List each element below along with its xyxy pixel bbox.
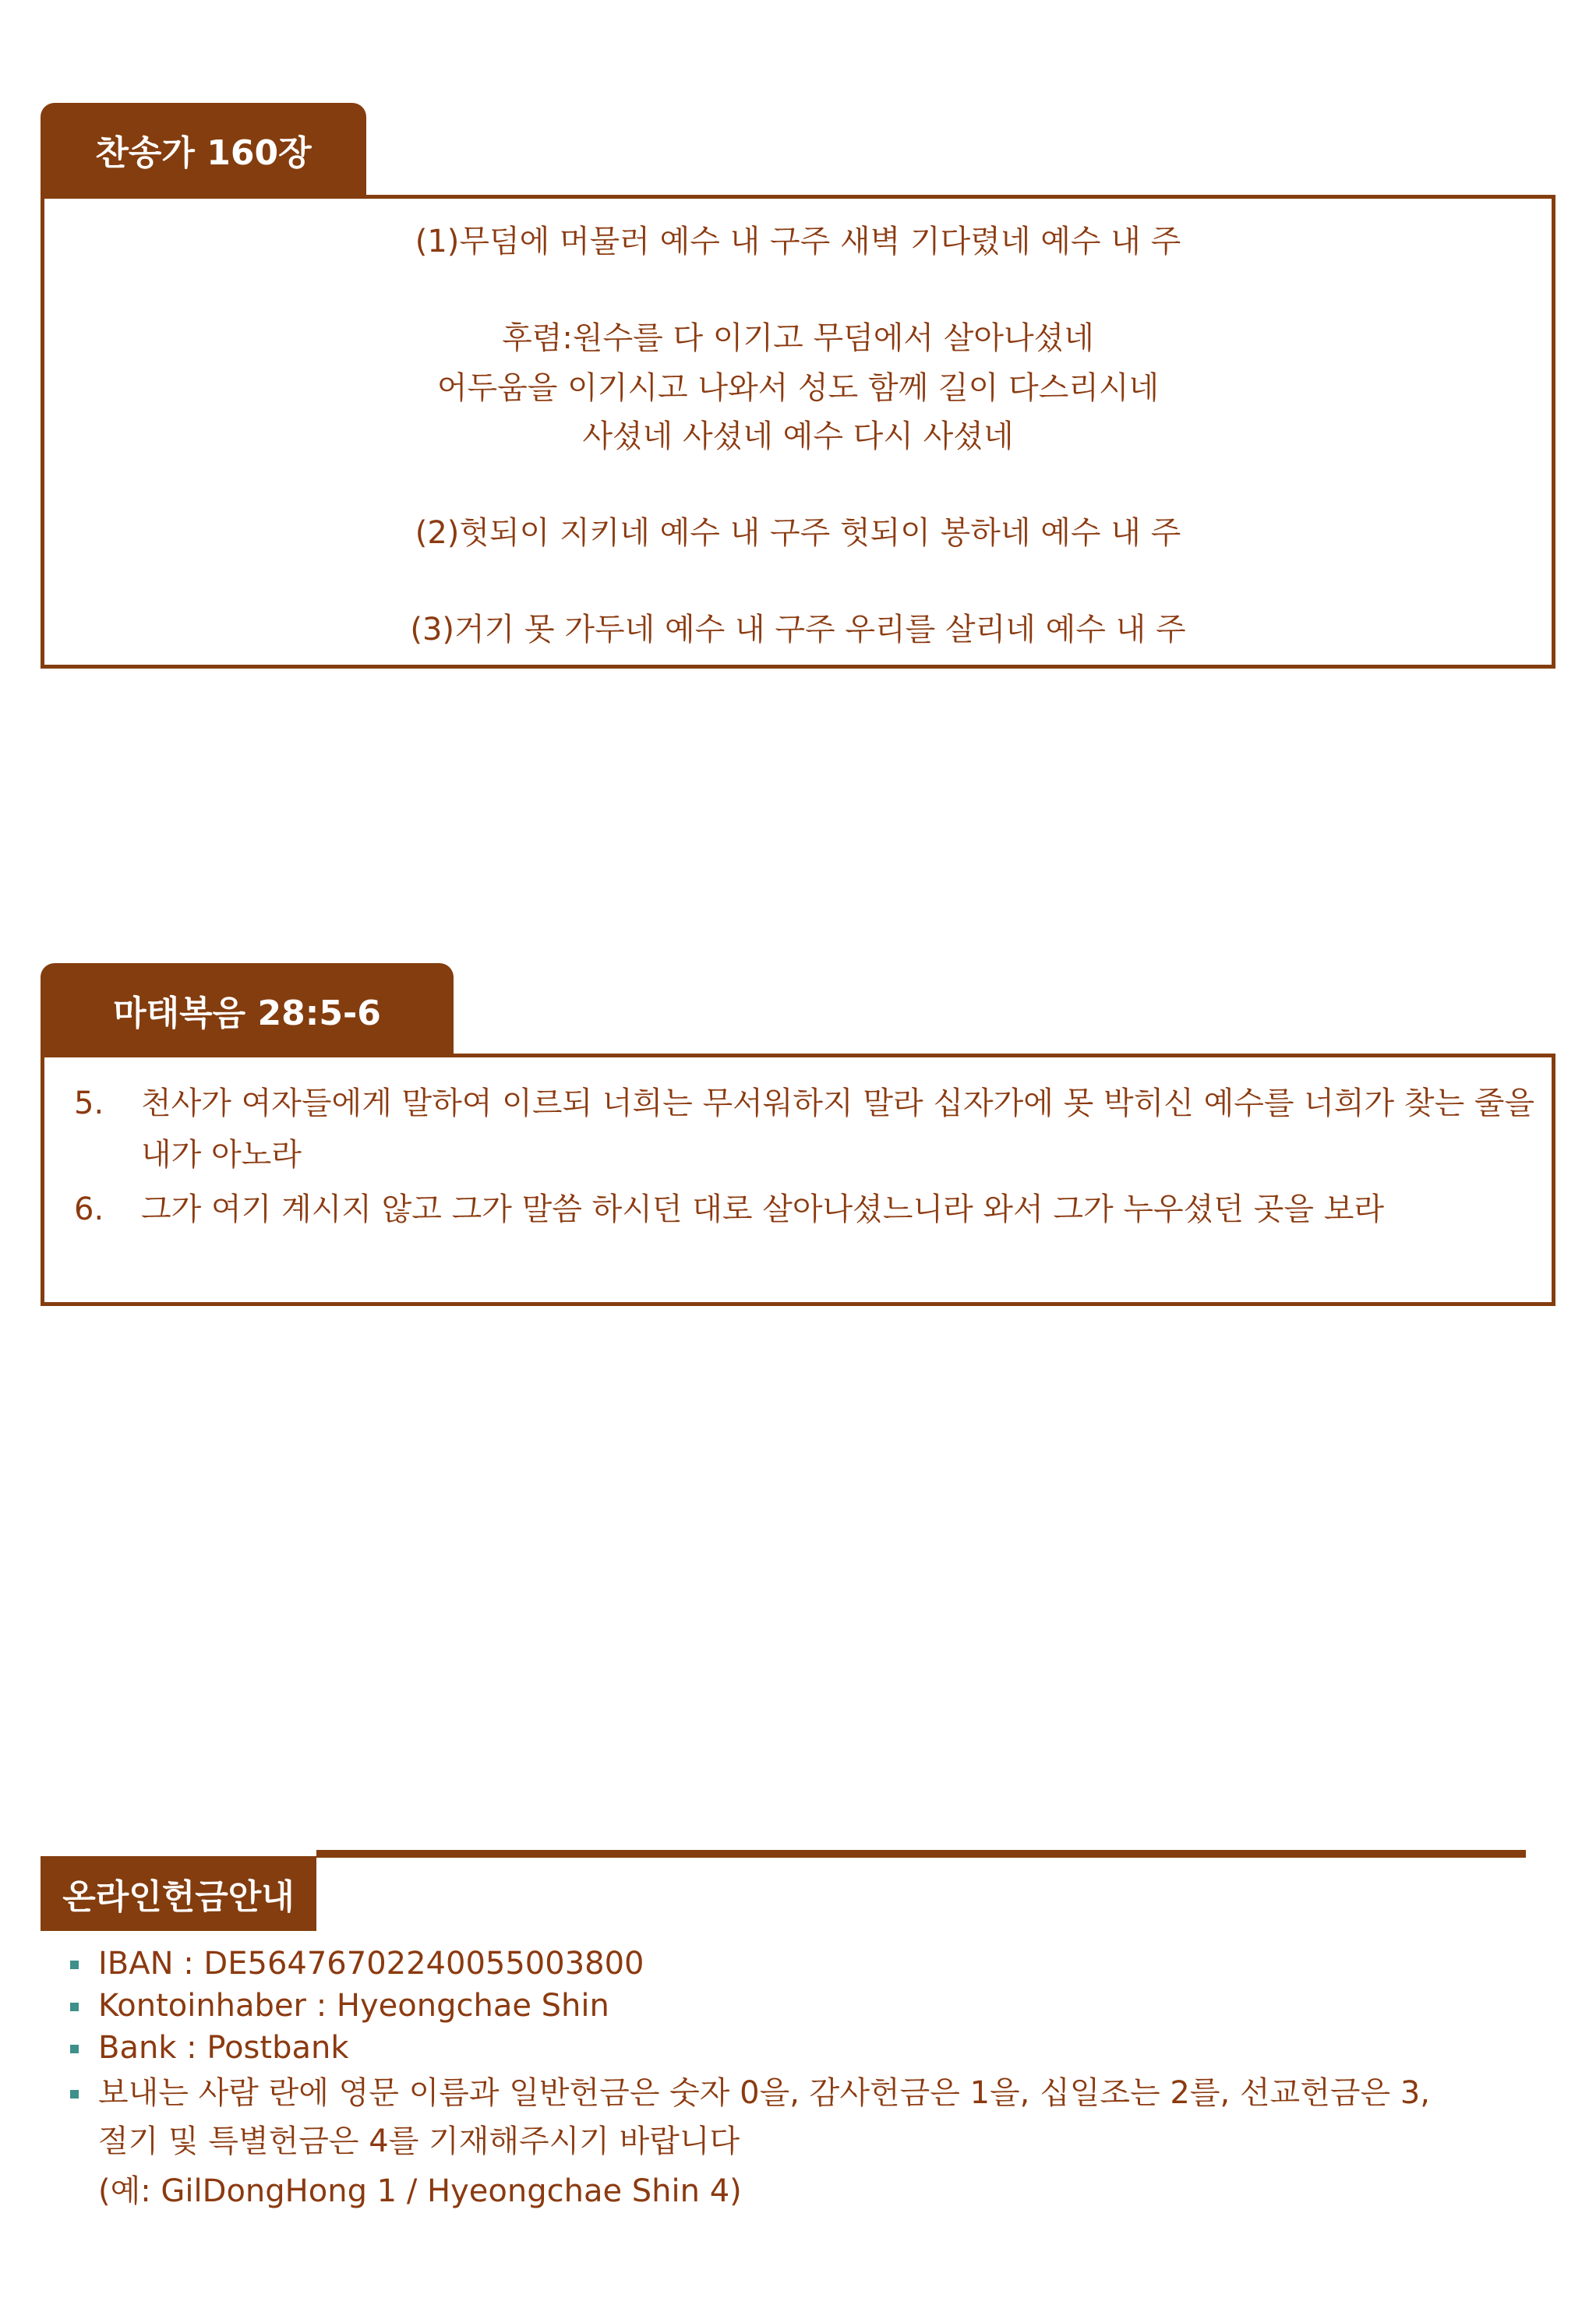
scripture-box (41, 1054, 1555, 1306)
account-holder-text: Kontoinhaber : Hyeongchae Shin (98, 1988, 609, 2024)
hymn-title-tab (41, 103, 366, 196)
offering-divider (316, 1850, 1526, 1858)
verse-6 (74, 1184, 1539, 1238)
scripture-title-tab (41, 963, 454, 1057)
bullet-icon (70, 2003, 79, 2011)
bullet-icon (70, 1961, 79, 1969)
instructions-line-2: 절기 및 특별헌금은 4를 기재해주시기 바랍니다 (98, 2123, 740, 2159)
verse-text: 천사가 여자들에게 말하여 이르되 너희는 무서워하지 말라 십자가에 못 박히신 예수를 너희가 찾는 줄을 내가 아노라 (141, 1085, 1535, 1173)
offering-title: 온라인헌금안내 (62, 1877, 295, 1917)
hymn-verse-3: (3)거기 못 가두네 예수 내 구주 우리를 살리네 예수 내 주 (410, 612, 1186, 648)
bank-text: Bank : Postbank (98, 2030, 349, 2066)
verse-5 (74, 1078, 1539, 1187)
verse-number: 6. (74, 1191, 104, 1227)
iban-text: IBAN : DE56476702240055003800 (98, 1946, 644, 1982)
hymn-lyrics-box (41, 195, 1555, 669)
verse-text: 그가 여기 계시지 않고 그가 말씀 하시던 대로 살아나셨느니라 와서 그가 누우셨던 곳을 보라 (141, 1191, 1384, 1227)
hymn-chorus-line-1: 후렴:원수를 다 이기고 무덤에서 살아나셨네 (502, 320, 1094, 356)
instructions-line-1: 보내는 사람 란에 영문 이름과 일반헌금은 숫자 0을, 감사헌금은 1을, 십일조는 2를, 선교헌금은 3, (98, 2075, 1430, 2111)
hymn-chorus-line-2: 어두움을 이기시고 나와서 성도 함께 길이 다스리시네 (436, 370, 1160, 406)
hymn-verse-2: (2)헛되이 지키네 예수 내 구주 헛되이 봉하네 예수 내 주 (415, 515, 1181, 551)
hymn-chorus-line-3: 사셨네 사셨네 예수 다시 사셨네 (582, 418, 1014, 454)
hymn-title: 찬송가 160장 (95, 133, 312, 173)
scripture-title: 마태복음 28:5-6 (113, 994, 381, 1033)
bullet-icon (70, 2045, 79, 2053)
hymn-verse-1: (1)무덤에 머물러 예수 내 구주 새벽 기다렸네 예수 내 주 (415, 224, 1181, 259)
offering-title-tab (41, 1856, 316, 1931)
bullet-icon (70, 2090, 79, 2099)
example-text: (예: GilDongHong 1 / Hyeongchae Shin 4) (98, 2173, 742, 2209)
verse-number: 5. (74, 1085, 104, 1121)
